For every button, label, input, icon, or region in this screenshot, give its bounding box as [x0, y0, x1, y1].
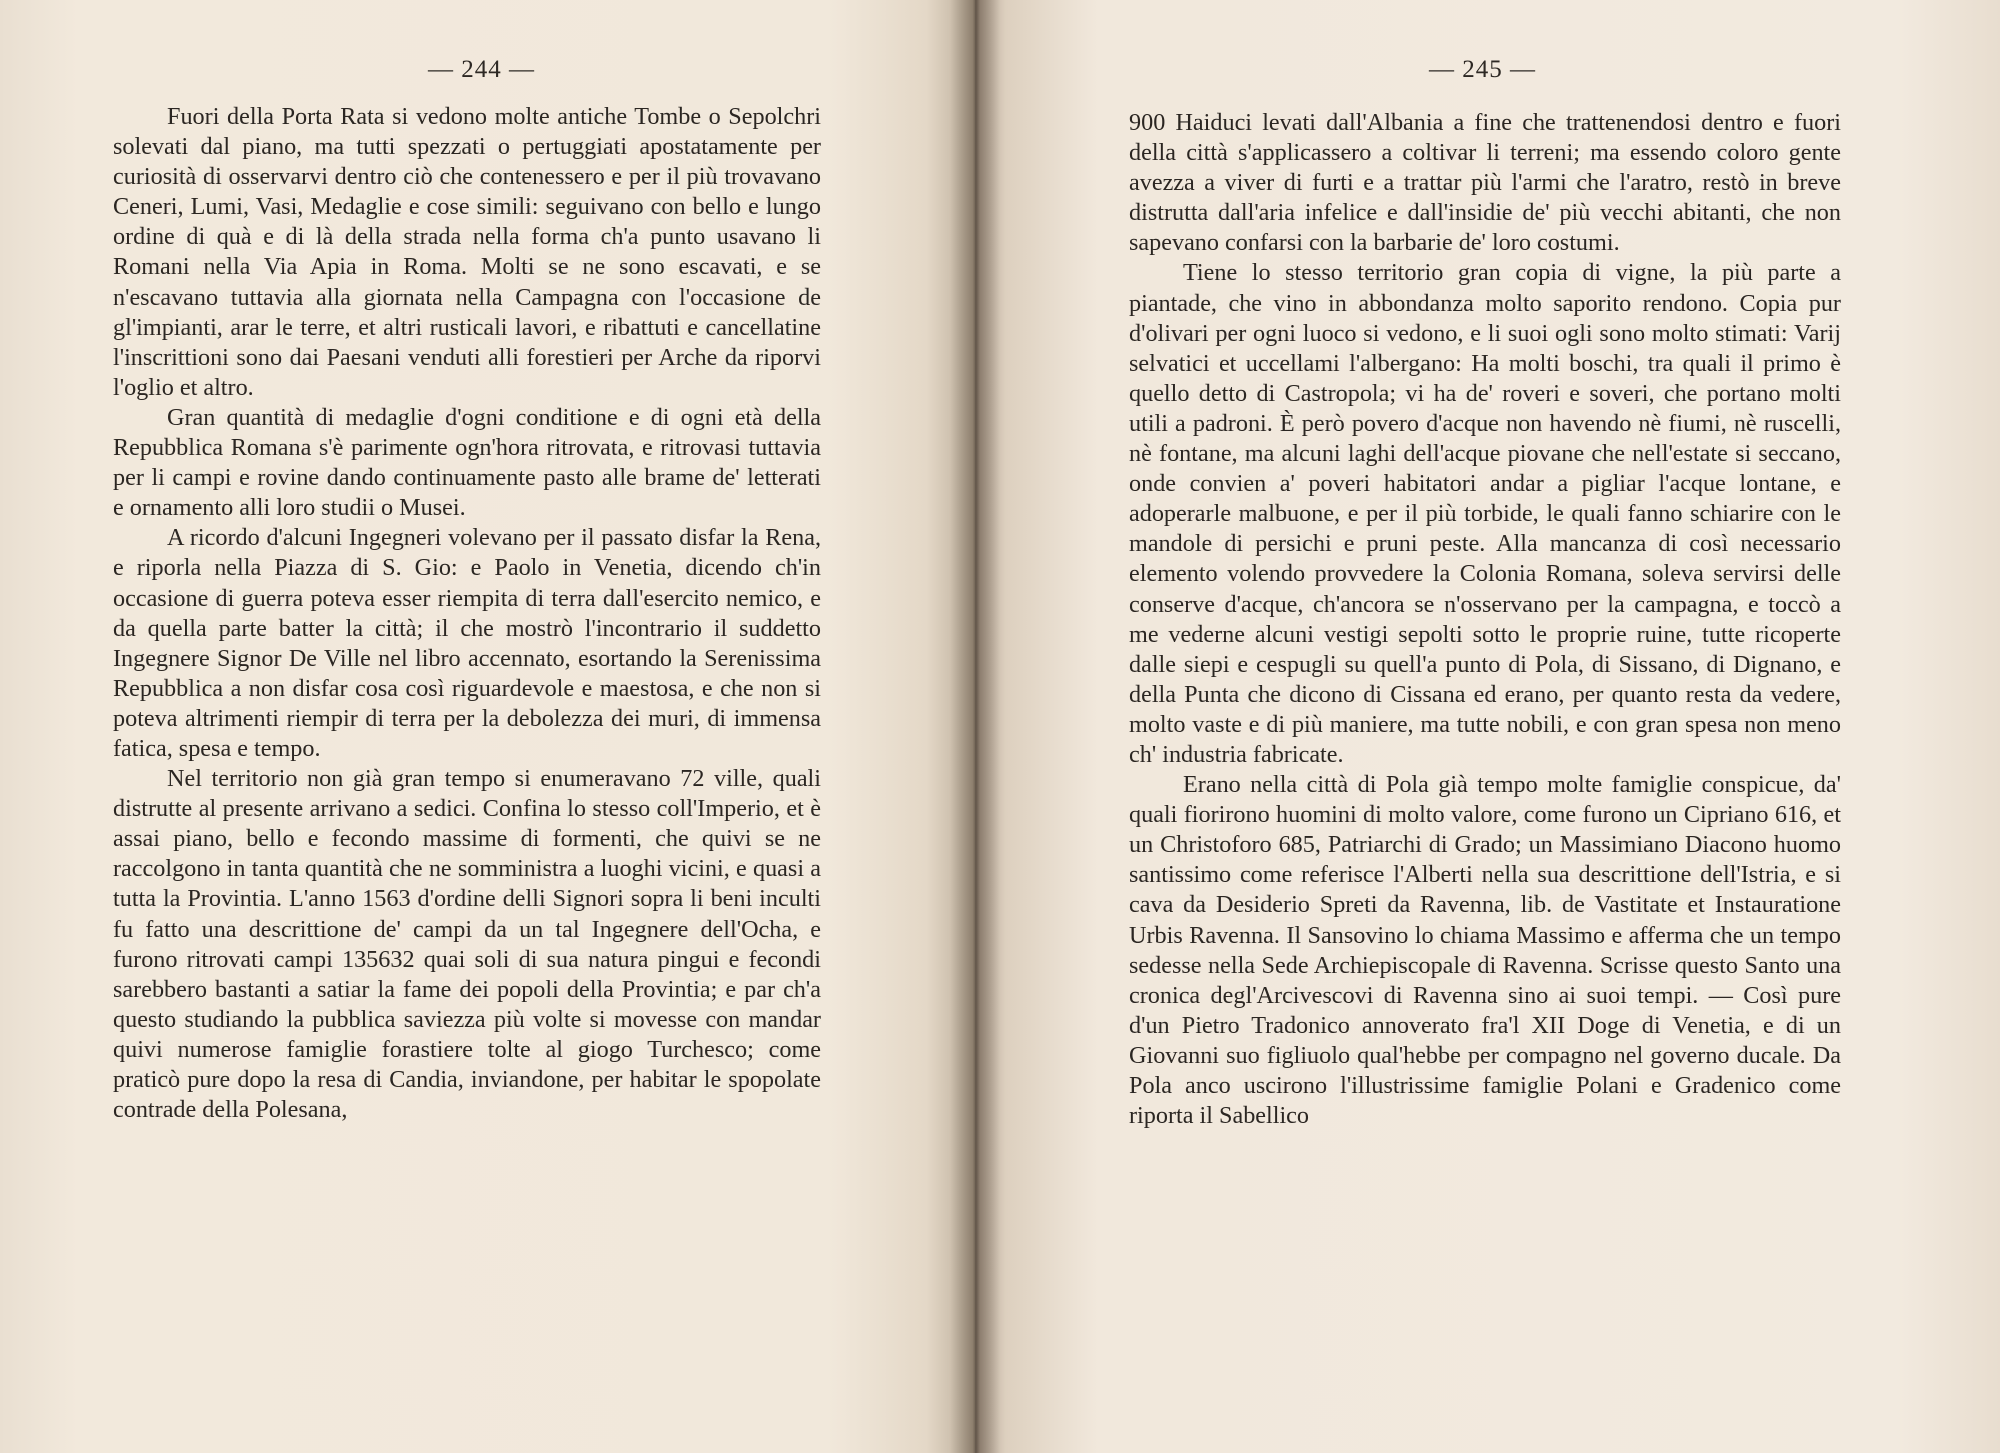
paragraph: Gran quantità di medaglie d'ogni conditione e di ogni età della Repubblica Romana s'è parimente ogn'hora ritrovata, e ritrovasi tuttavia per li campi e rovine dando continuamente pasto alle brame de' letterati e ornamento alli loro studii o Musei. [113, 403, 821, 522]
left-page [0, 0, 975, 1453]
left-page-text [113, 102, 821, 1125]
page-number-right: — 245 — [1429, 56, 1536, 83]
paragraph: Tiene lo stesso territorio gran copia di vigne, la più parte a piantade, che vino in abbondanza molto saporito rendono. Copia pur d'olivari per ogni luoco si vedono, e li suoi ogli sono molto stimati: Varij selvatici et uccellami l'albergano: Ha molti boschi, tra quali il primo è quello detto di Castropola; vi ha de' roveri e soveri, che portano molti utili a padroni. È però povero d'acque non havendo nè fiumi, nè ruscelli, nè fontane, ma alcuni laghi dell'acque piovane che nell'estate si seccano, onde convien a' poveri habitatori andar a pigliar l'acque lontane, e adoperarle malbuone, e per il più torbide, le quali fanno schiarire con le mandole di persichi e pruni peste. Alla mancanza di così necessario elemento volendo provvedere la Colonia Romana, soleva servirsi delle conserve d'acque, ch'ancora se n'osservano per la campagna, e toccò a me vederne alcuni vestigi sepolti sotto le proprie ruine, tutte ricoperte dalle siepi e cespugli su quell'a punto di Pola, di Sissano, di Dignano, e della Punta che dicono di Cissana ed erano, per quanto resta da vedere, molto vaste e di più maniere, ma tutte nobili, e con gran spesa non meno ch' industria fabricate. [1129, 259, 1841, 768]
right-page-text [1129, 108, 1841, 1131]
paragraph: Fuori della Porta Rata si vedono molte antiche Tombe o Sepolchri solevati dal piano, ma tutti spezzati o pertuggiati apostatamente per curiosità di osservarvi dentro ciò che contenessero e per il più trovavano Ceneri, Lumi, Vasi, Medaglie e cose simili: seguivano con bello e lungo ordine di quà e di là della strada nella forma ch'a punto usavano li Romani nella Via Apia in Roma. Molti se ne sono escavati, e se n'escavano tuttavia alla giornata nella Campagna con l'occasione de gl'impianti, arar le terre, et altri rusticali lavori, e ribattuti e cancellatine l'inscrittioni sono dai Paesani venduti alli forestieri per Arche da riporvi l'oglio et altro. [113, 103, 821, 401]
paragraph: A ricordo d'alcuni Ingegneri volevano per il passato disfar la Rena, e riporla nella Piazza di S. Gio: e Paolo in Venetia, dicendo ch'in occasione di guerra poteva esser riempita di terra dall'esercito nemico, e da quella parte batter la città; il che mostrò l'incontrario il suddetto Ingegnere Signor De Ville nel libro accennato, esortando la Serenissima Repubblica a non disfar cosa così riguardevole e maestosa, e che non si poteva altrimenti riempir di terra per la debolezza dei muri, di immensa fatica, spesa e tempo. [113, 524, 821, 762]
paragraph: Nel territorio non già gran tempo si enumeravano 72 ville, quali distrutte al presente arrivano a sedici. Confina lo stesso coll'Imperio, et è assai piano, bello e fecondo massime di formenti, che quivi se ne raccolgono in tanta quantità che ne somministra a luoghi vicini, e quasi a tutta la Provintia. L'anno 1563 d'ordine delli Signori sopra li beni inculti fu fatto una descrittione de' campi da un tal Ingegnere dell'Ocha, e furono ritrovati campi 135632 quai soli di sua natura pingui e fecondi sarebbero bastanti a satiar la fame dei popoli della Provintia; e par ch'a questo studiando la pubblica saviezza più volte si movesse con mandar quivi numerose famiglie forastiere tolte al giogo Turchesco; come praticò pure dopo la resa di Candia, inviandone, per habitar le spopolate contrade della Polesana, [113, 765, 821, 1124]
right-page [975, 0, 2000, 1453]
paragraph: 900 Haiduci levati dall'Albania a fine che trattenendosi dentro e fuori della città s'applicassero a coltivar li terreni; ma essendo coloro gente avezza a viver di furti e a trattar più l'armi che l'aratro, restò in breve distrutta dall'aria infelice e dall'insidie de' più vecchi abitanti, che non sapevano confarsi con la barbarie de' loro costumi. [1129, 109, 1841, 257]
page-number-left: — 244 — [428, 56, 535, 83]
paragraph: Erano nella città di Pola già tempo molte famiglie conspicue, da' quali fiorirono huomini di molto valore, come furono un Cipriano 616, et un Christoforo 685, Patriarchi di Grado; un Massimiano Diacono huomo santissimo come referisce l'Alberti nella sua descrittione dell'Istria, e si cava da Desiderio Spreti da Ravenna, lib. de Vastitate et Instauratione Urbis Ravenna. Il Sansovino lo chiama Massimo e afferma che un tempo sedesse nella Sede Archiepiscopale di Ravenna. Scrisse questo Santo una cronica degl'Arcivescovi di Ravenna sino ai suoi tempi. — Così pure d'un Pietro Tradonico annoverato fra'l XII Doge di Venetia, e di un Giovanni suo figliuolo qual'hebbe per compagno nel governo ducale. Da Pola anco uscirono l'illustrissime famiglie Polani e Gradenico come riporta il Sabellico [1129, 771, 1841, 1130]
